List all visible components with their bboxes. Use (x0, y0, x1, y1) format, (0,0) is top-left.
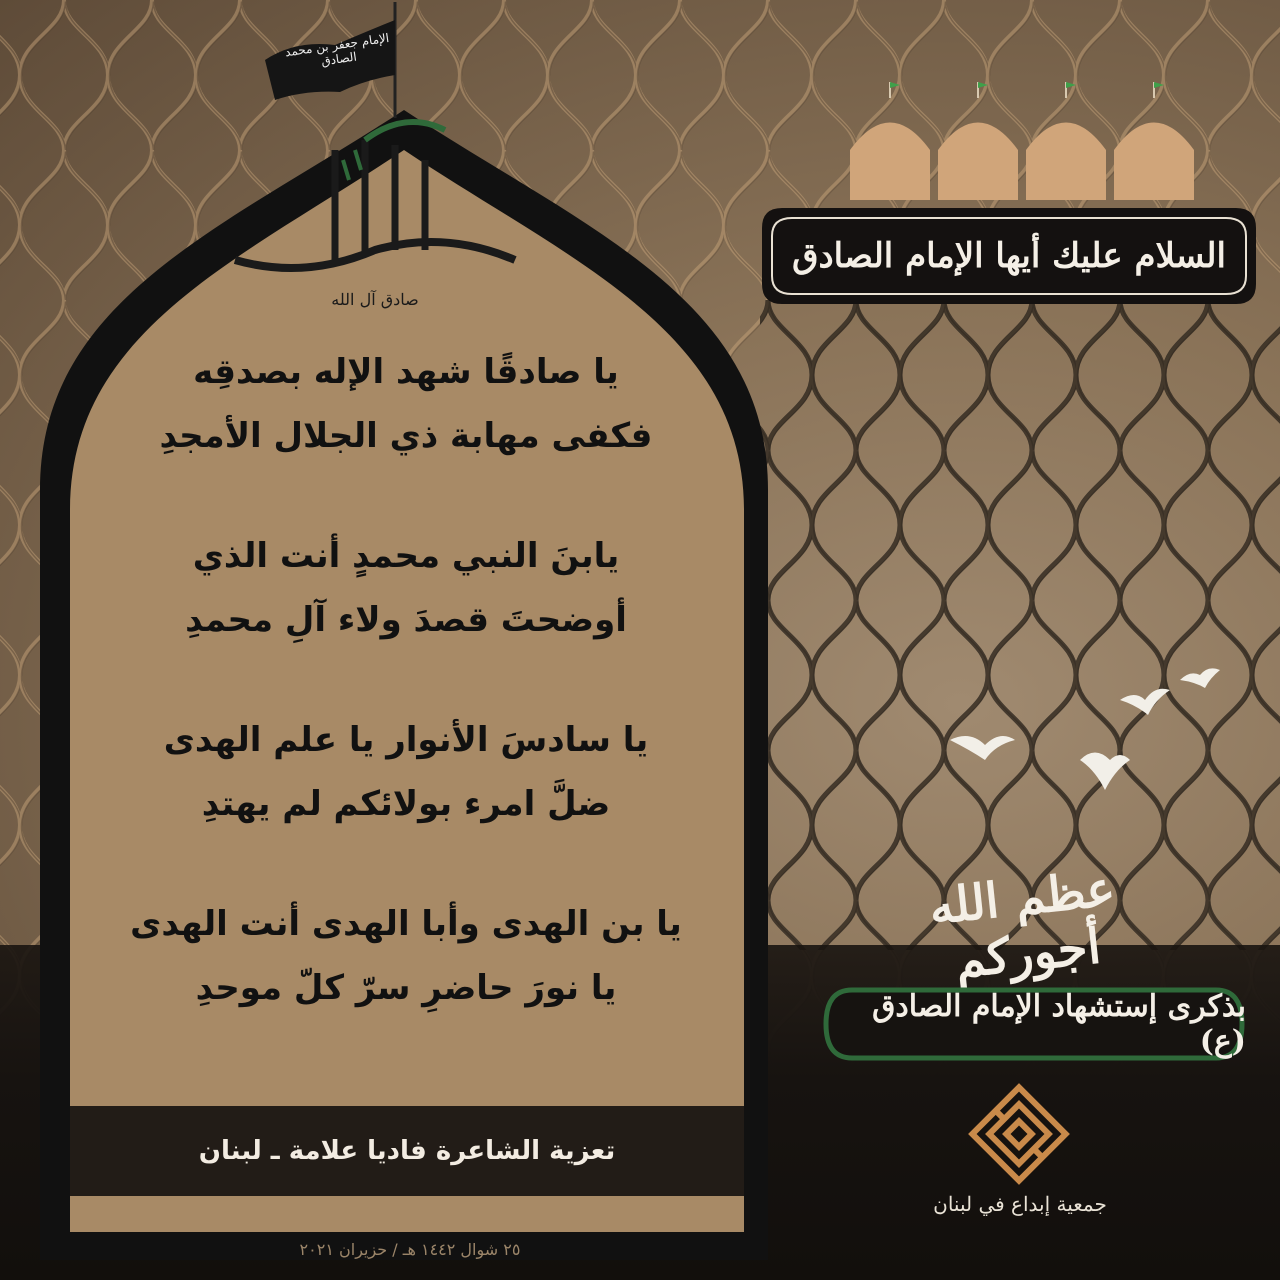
organization-signature: جمعية إبداع في لبنان (933, 1192, 1107, 1216)
verse-line: يا سادسَ الأنوار يا علم الهدى (163, 720, 649, 760)
footer-strip (70, 1196, 744, 1232)
verse-1 (70, 340, 742, 468)
verse-line: يا بن الهدى وأبا الهدى أنت الهدى (130, 904, 682, 944)
verse-line: يا نورَ حاضرِ سرّ كلّ موحدِ (195, 968, 617, 1008)
verse-line: يابنَ النبي محمدٍ أنت الذي (192, 536, 620, 576)
caption-bar (70, 1106, 744, 1196)
verse-line: يا صادقًا شهد الإله بصدقِه (193, 352, 619, 392)
verse-4 (70, 892, 742, 1020)
poet-caption: تعزية الشاعرة فاديا علامة ـ لبنان (198, 1136, 616, 1166)
title-calligraphy: صادق آل الله (331, 290, 419, 309)
square-kufic-logo (968, 1082, 1070, 1186)
sadiq-al-allah-calligraphy (215, 110, 535, 310)
poem-text (70, 340, 742, 1076)
martyrdom-ribbon-text: بذكرى إستشهاد الإمام الصادق (ع) (872, 989, 1246, 1059)
verse-line: ضلَّ امرء بولائكم لم يهتدِ (201, 784, 611, 824)
doves-illustration (930, 660, 1230, 840)
verse-line: أوضحتَ قصدَ ولاء آلِ محمدِ (185, 600, 627, 640)
shrine-domes-illustration (840, 80, 1200, 210)
salutation-banner-text: السلام عليك أيها الإمام الصادق (792, 236, 1226, 276)
verse-line: فكفى مهابة ذي الجلال الأمجدِ (159, 416, 653, 456)
verse-2 (70, 524, 742, 652)
flag-inscription: الإمام جعفر بن محمد الصادق (284, 30, 390, 69)
verse-3 (70, 708, 742, 836)
condolence-calligraphy: عظم الله أجوركم (926, 860, 1118, 990)
date-text: ٢٥ شوال ١٤٤٢ هـ / حزيران ٢٠٢١ (299, 1240, 521, 1259)
